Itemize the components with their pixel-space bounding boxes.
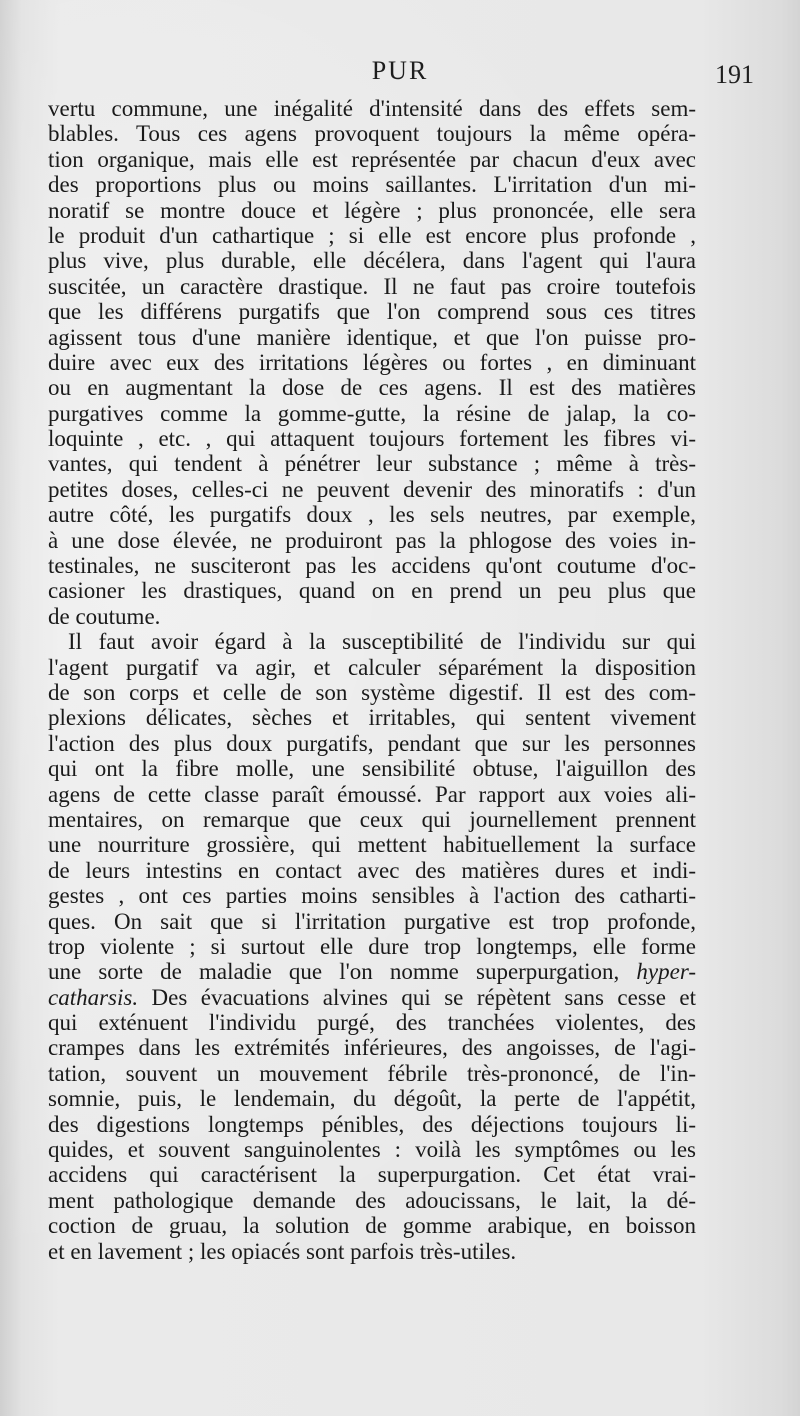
text-line: duire avec eux des irritations légères ou fortes , en diminuant — [48, 349, 696, 375]
text-line: des proportions plus ou moins saillantes. L'irritation d'un mi- — [48, 172, 696, 198]
text-line: à une dose élevée, ne produiront pas la phlogose des voies in- — [48, 527, 696, 553]
body-text — [48, 96, 696, 1264]
text-line: autre côté, les purgatifs doux , les sels neutres, par exemple, — [48, 502, 696, 528]
text-line: trop violente ; si surtout elle dure trop longtemps, elle forme — [48, 933, 696, 959]
text-line: agens de cette classe paraît émoussé. Par rapport aux voies ali- — [48, 781, 696, 807]
text-line: vantes, qui tendent à pénétrer leur substance ; même à très- — [48, 451, 696, 477]
text-line: une nourriture grossière, qui mettent habituellement la surface — [48, 832, 696, 858]
text-line: petites doses, celles-ci ne peuvent devenir des minoratifs : d'un — [48, 476, 696, 502]
text-line: que les différens purgatifs que l'on comprend sous ces titres — [48, 299, 696, 325]
running-head — [0, 56, 800, 92]
text-line: somnie, puis, le lendemain, du dégoût, la perte de l'appétit, — [48, 1086, 696, 1112]
text-line: loquinte , etc. , qui attaquent toujours fortement les fibres vi- — [48, 426, 696, 452]
text-line: catharsis. Des évacuations alvines qui se répètent sans cesse et — [48, 984, 696, 1010]
text-line: blables. Tous ces agens provoquent toujours la même opéra- — [48, 121, 696, 147]
text-line: qui exténuent l'individu purgé, des tranchées violentes, des — [48, 1010, 696, 1036]
text-line: plexions délicates, sèches et irritables, qui sentent vivement — [48, 705, 696, 731]
text-line: plus vive, plus durable, elle décélera, dans l'agent qui l'aura — [48, 248, 696, 274]
text-line: tion organique, mais elle est représentée par chacun d'eux avec — [48, 146, 696, 172]
text-line: testinales, ne susciteront pas les accidens qu'ont coutume d'oc- — [48, 553, 696, 579]
text-line: casioner les drastiques, quand on en prend un peu plus que — [48, 578, 696, 604]
text-line: de coutume. — [48, 603, 161, 629]
text-line: ques. On sait que si l'irritation purgative est trop profonde, — [48, 908, 696, 934]
text-line: le produit d'un cathartique ; si elle est encore plus profonde , — [48, 222, 696, 248]
text-line: ou en augmentant la dose de ces agens. Il est des matières — [48, 375, 696, 401]
text-line: l'action des plus doux purgatifs, pendant que sur les personnes — [48, 730, 696, 756]
text-line: tation, souvent un mouvement fébrile très-prononcé, de l'in- — [48, 1060, 696, 1086]
text-line: crampes dans les extrémités inférieures, des angoisses, de l'agi- — [48, 1035, 696, 1061]
text-line: vertu commune, une inégalité d'intensité dans des effets sem- — [48, 96, 696, 121]
text-line: qui ont la fibre molle, une sensibilité obtuse, l'aiguillon des — [48, 756, 696, 782]
running-title: PUR — [371, 56, 429, 85]
text-line: gestes , ont ces parties moins sensibles à l'action des catharti- — [48, 883, 696, 909]
paragraph — [48, 629, 696, 1264]
text-line: l'agent purgatif va agir, et calculer séparément la disposition — [48, 654, 696, 680]
text-line: une sorte de maladie que l'on nomme superpurgation, hyper- — [48, 959, 696, 985]
text-line: ment pathologique demande des adoucissans, le lait, la dé- — [48, 1187, 696, 1213]
text-line: quides, et souvent sanguinolentes : voilà les symptômes ou les — [48, 1137, 696, 1163]
paragraph — [48, 96, 696, 629]
text-line: et en lavement ; les opiacés sont parfois très-utiles. — [48, 1238, 517, 1264]
text-line: coction de gruau, la solution de gomme arabique, en boisson — [48, 1213, 696, 1239]
text-line: suscitée, un caractère drastique. Il ne faut pas croire toutefois — [48, 273, 696, 299]
text-line: de leurs intestins en contact avec des matières dures et indi- — [48, 857, 696, 883]
text-line: mentaires, on remarque que ceux qui journellement prennent — [48, 806, 696, 832]
text-line: noratif se montre douce et légère ; plus prononcée, elle sera — [48, 197, 696, 223]
text-line: des digestions longtemps pénibles, des déjections toujours li- — [48, 1111, 696, 1137]
text-line: agissent tous d'une manière identique, et que l'on puisse pro- — [48, 324, 696, 350]
text-line: Il faut avoir égard à la susceptibilité de l'individu sur qui — [68, 629, 696, 655]
text-line: purgatives comme la gomme-gutte, la résine de jalap, la co- — [48, 400, 696, 426]
text-line: de son corps et celle de son système digestif. Il est des com- — [48, 679, 696, 705]
page-number: 191 — [715, 60, 754, 89]
text-line: accidens qui caractérisent la superpurgation. Cet état vrai- — [48, 1162, 696, 1188]
